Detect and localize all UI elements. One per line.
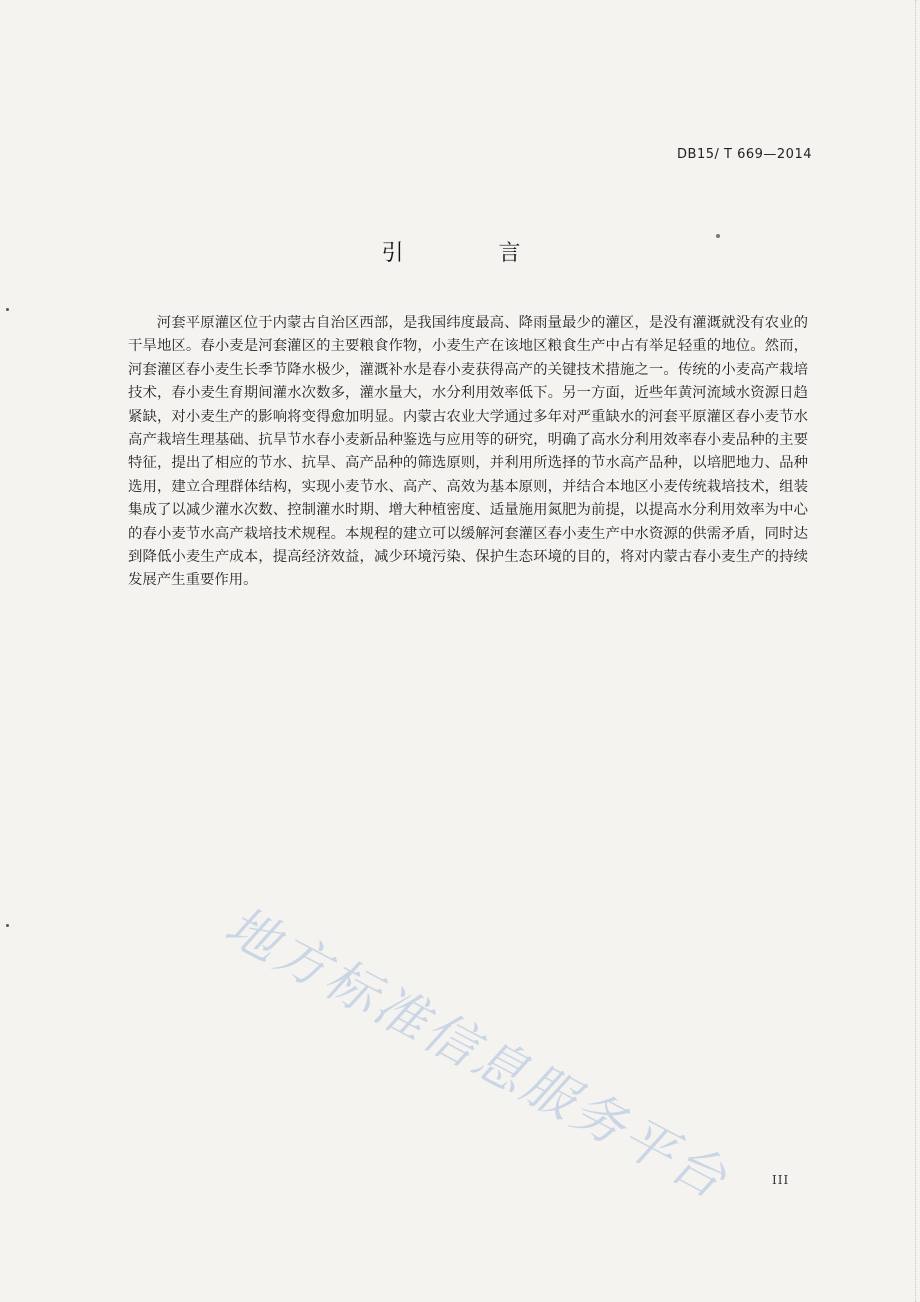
body-paragraph: 河套平原灌区位于内蒙古自治区西部，是我国纬度最高、降雨量最少的灌区，是没有灌溉就没有农业的干旱地区。春小麦是河套灌区的主要粮食作物，小麦生产在该地区粮食生产中占有举足轻重的地位。然而，河套灌区春小麦生长季节降水极少，灌溉补水是春小麦获得高产的关键技术措施之一。传统的小麦高产栽培技术，春小麦生育期间灌水次数多，灌水量大，水分利用效率低下。另一方面，近些年黄河流域水资源日趋紧缺，对小麦生产的影响将变得愈加明显。内蒙古农业大学通过多年对严重缺水的河套平原灌区春小麦节水高产栽培生理基础、抗旱节水春小麦新品种鉴选与应用等的研究，明确了高水分利用效率春小麦品种的主要特征，提出了相应的节水、抗旱、高产品种的筛选原则，并利用所选择的节水高产品种，以培肥地力、品种选用，建立合理群体结构，实现小麦节水、高产、高效为基本原则，并结合本地区小麦传统栽培技术，组装集成了以减少灌水次数、控制灌水时期、增大种植密度、适量施用氮肥为前提，以提高水分利用效率为中心的春小麦节水高产栽培技术规程。本规程的建立可以缓解河套灌区春小麦生产中水资源的供需矛盾，同时达到降低小麦生产成本，提高经济效益，减少环境污染、保护生态环境的目的，将对内蒙古春小麦生产的持续发展产生重要作用。 — [128, 315, 808, 589]
section-title: 引 言 — [381, 241, 565, 266]
scan-speck — [6, 924, 9, 927]
scan-speck — [716, 234, 720, 238]
page-number: III — [772, 1173, 790, 1187]
scan-edge-line — [914, 0, 916, 1302]
scan-speck — [6, 308, 9, 311]
standard-number: DB15/ T 669—2014 — [677, 147, 812, 162]
watermark: 地方标准信息服务平台 — [215, 895, 738, 1212]
